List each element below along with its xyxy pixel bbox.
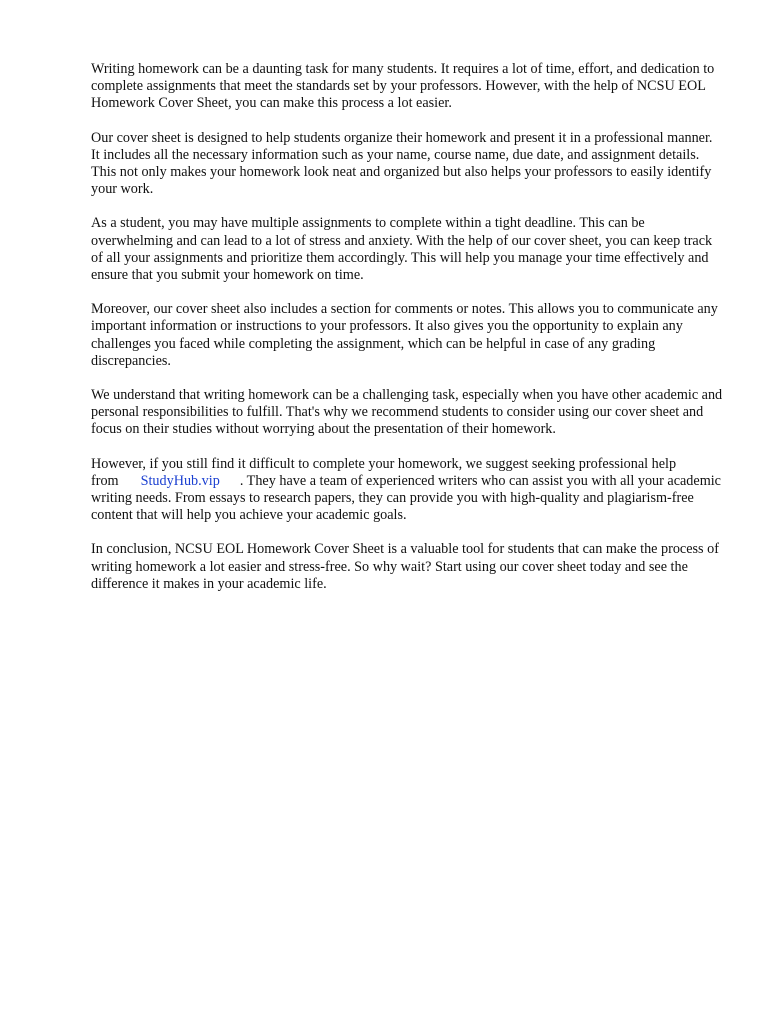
paragraph-professional-help <box>91 456 723 525</box>
paragraph-challenges: We understand that writing homework can be a challenging task, especially when you have other academic and personal responsibilities to fulfill. That's why we recommend students to consider using our cover sheet and focus on their studies without worrying about the presentation of their homework. <box>91 387 723 438</box>
paragraph-cover-sheet-design: Our cover sheet is designed to help students organize their homework and present it in a professional manner. It includes all the necessary information such as your name, course name, due date, and assignment details. This not only makes your homework look neat and organized but also helps your professors to easily identify your work. <box>91 129 713 198</box>
paragraph-comments-section: Moreover, our cover sheet also includes a section for comments or notes. This allows you to communicate any important information or instructions to your professors. It also gives you the opportunity to explain any challenges you faced while completing the assignment, which can be helpful in case of any grading discrepancies. <box>91 301 718 369</box>
paragraph-deadlines: As a student, you may have multiple assignments to complete within a tight deadline. This can be overwhelming and can lead to a lot of stress and anxiety. With the help of our cover sheet, you can keep track of all your assignments and prioritize them accordingly. This will help you manage your time effectively and ensure that you submit your homework on time. <box>91 215 713 284</box>
document-body <box>91 61 723 610</box>
help-text-before: However, if you still find it difficult to complete your homework, we suggest seeking professional help from <box>91 455 677 489</box>
paragraph-conclusion: In conclusion, NCSU EOL Homework Cover Sheet is a valuable tool for students that can make the process of writing homework a lot easier and stress-free. So why wait? Start using our cover sheet today and see the difference it makes in your academic life. <box>91 541 719 592</box>
paragraph-intro: Writing homework can be a daunting task for many students. It requires a lot of time, effort, and dedication to complete assignments that meet the standards set by your professors. However, with the help of NCSU EOL Homework Cover Sheet, you can make this process a lot easier. <box>91 61 715 112</box>
studyhub-link[interactable]: StudyHub.vip <box>140 472 220 489</box>
help-text-after: . They have a team of experienced writers who can assist you with all your academic writing needs. From essays to research papers, they can provide you with high-quality and plagiarism-free content that will help you achieve your academic goals. <box>91 472 721 524</box>
